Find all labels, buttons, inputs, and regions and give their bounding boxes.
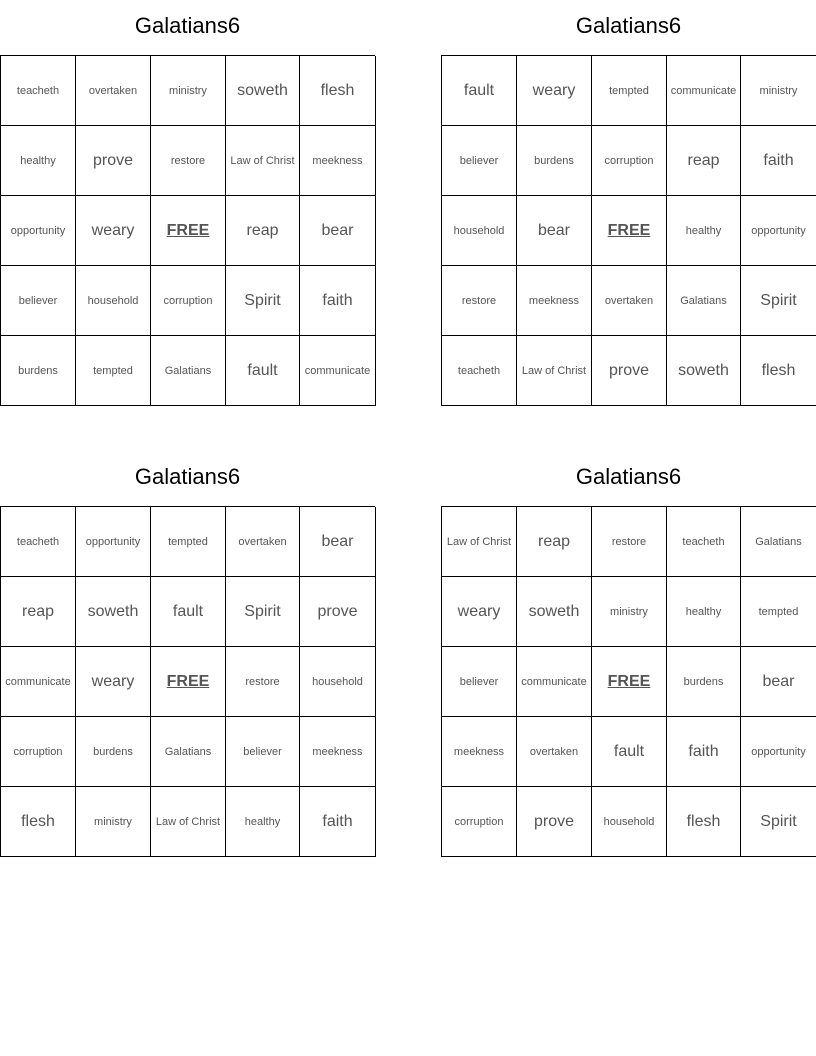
free-space-cell: FREE (151, 647, 226, 717)
bingo-grid (441, 55, 816, 406)
bingo-cell: healthy (667, 196, 741, 266)
bingo-cell: communicate (517, 647, 592, 717)
bingo-cell: ministry (76, 787, 151, 857)
bingo-cell: fault (592, 717, 667, 787)
bingo-cell: prove (300, 577, 376, 647)
bingo-cell: teacheth (1, 507, 76, 577)
bingo-cell: flesh (741, 336, 816, 406)
bingo-cell: Spirit (741, 266, 816, 336)
bingo-cell: Spirit (226, 577, 300, 647)
bingo-cell: household (592, 787, 667, 857)
free-space-cell: FREE (592, 647, 667, 717)
bingo-cell: teacheth (667, 507, 741, 577)
bingo-cell: ministry (151, 56, 226, 126)
bingo-cell: prove (517, 787, 592, 857)
free-space-cell: FREE (151, 196, 226, 266)
bingo-cell: Spirit (226, 266, 300, 336)
bingo-cell: soweth (517, 577, 592, 647)
bingo-cell: Galatians (741, 507, 816, 577)
bingo-cell: corruption (1, 717, 76, 787)
bingo-cell: meekness (517, 266, 592, 336)
bingo-cell: fault (226, 336, 300, 406)
bingo-cell: opportunity (741, 196, 816, 266)
bingo-cell: burdens (517, 126, 592, 196)
bingo-cell: flesh (300, 56, 376, 126)
bingo-cell: Law of Christ (151, 787, 226, 857)
bingo-cell: ministry (741, 56, 816, 126)
bingo-cell: burdens (76, 717, 151, 787)
free-space-cell: FREE (592, 196, 667, 266)
bingo-cell: meekness (442, 717, 517, 787)
bingo-cell: faith (300, 266, 376, 336)
bingo-cell: restore (151, 126, 226, 196)
bingo-cell: healthy (226, 787, 300, 857)
bingo-cell: weary (442, 577, 517, 647)
bingo-cell: Law of Christ (517, 336, 592, 406)
bingo-cell: teacheth (1, 56, 76, 126)
bingo-cell: Spirit (741, 787, 816, 857)
bingo-cell: believer (1, 266, 76, 336)
bingo-cell: burdens (667, 647, 741, 717)
bingo-cell: believer (442, 126, 517, 196)
bingo-cell: tempted (76, 336, 151, 406)
bingo-cell: reap (667, 126, 741, 196)
bingo-cell: restore (442, 266, 517, 336)
bingo-cell: meekness (300, 717, 376, 787)
bingo-cell: tempted (592, 56, 667, 126)
bingo-cell: household (442, 196, 517, 266)
bingo-cell: faith (741, 126, 816, 196)
bingo-cell: tempted (741, 577, 816, 647)
bingo-cell: communicate (1, 647, 76, 717)
bingo-grid (0, 55, 375, 406)
bingo-cell: fault (442, 56, 517, 126)
bingo-grid (0, 506, 375, 857)
bingo-cell: fault (151, 577, 226, 647)
bingo-cell: tempted (151, 507, 226, 577)
bingo-cell: soweth (76, 577, 151, 647)
bingo-cell: opportunity (1, 196, 76, 266)
bingo-cell: restore (592, 507, 667, 577)
bingo-cell: ministry (592, 577, 667, 647)
bingo-grid (441, 506, 816, 857)
bingo-cell: Galatians (151, 717, 226, 787)
bingo-cell: flesh (1, 787, 76, 857)
bingo-cell: communicate (300, 336, 376, 406)
bingo-cell: household (76, 266, 151, 336)
bingo-cell: prove (592, 336, 667, 406)
bingo-cell: opportunity (741, 717, 816, 787)
bingo-cell: reap (226, 196, 300, 266)
bingo-cell: overtaken (76, 56, 151, 126)
bingo-cell: healthy (1, 126, 76, 196)
bingo-cell: believer (442, 647, 517, 717)
bingo-cell: household (300, 647, 376, 717)
bingo-cell: overtaken (592, 266, 667, 336)
bingo-cell: Galatians (151, 336, 226, 406)
bingo-cell: communicate (667, 56, 741, 126)
bingo-cell: opportunity (76, 507, 151, 577)
bingo-cell: soweth (226, 56, 300, 126)
bingo-cell: weary (76, 647, 151, 717)
card-title: Galatians6 (134, 464, 241, 489)
bingo-cell: Law of Christ (442, 507, 517, 577)
bingo-cell: burdens (1, 336, 76, 406)
bingo-cell: teacheth (442, 336, 517, 406)
bingo-cell: weary (76, 196, 151, 266)
bingo-cell: bear (300, 196, 376, 266)
bingo-cell: healthy (667, 577, 741, 647)
bingo-cell: faith (667, 717, 741, 787)
bingo-cell: reap (1, 577, 76, 647)
bingo-cell: prove (76, 126, 151, 196)
bingo-cell: reap (517, 507, 592, 577)
bingo-cell: meekness (300, 126, 376, 196)
card-title: Galatians6 (575, 13, 682, 38)
bingo-cell: bear (741, 647, 816, 717)
bingo-cell: corruption (151, 266, 226, 336)
bingo-cell: Law of Christ (226, 126, 300, 196)
bingo-cell: believer (226, 717, 300, 787)
bingo-cell: faith (300, 787, 376, 857)
bingo-cell: overtaken (226, 507, 300, 577)
bingo-cell: soweth (667, 336, 741, 406)
bingo-cell: corruption (442, 787, 517, 857)
bingo-cell: bear (300, 507, 376, 577)
bingo-cell: bear (517, 196, 592, 266)
bingo-cell: Galatians (667, 266, 741, 336)
bingo-cell: corruption (592, 126, 667, 196)
bingo-cell: flesh (667, 787, 741, 857)
card-title: Galatians6 (134, 13, 241, 38)
card-title: Galatians6 (575, 464, 682, 489)
bingo-cell: overtaken (517, 717, 592, 787)
bingo-cell: restore (226, 647, 300, 717)
bingo-cell: weary (517, 56, 592, 126)
